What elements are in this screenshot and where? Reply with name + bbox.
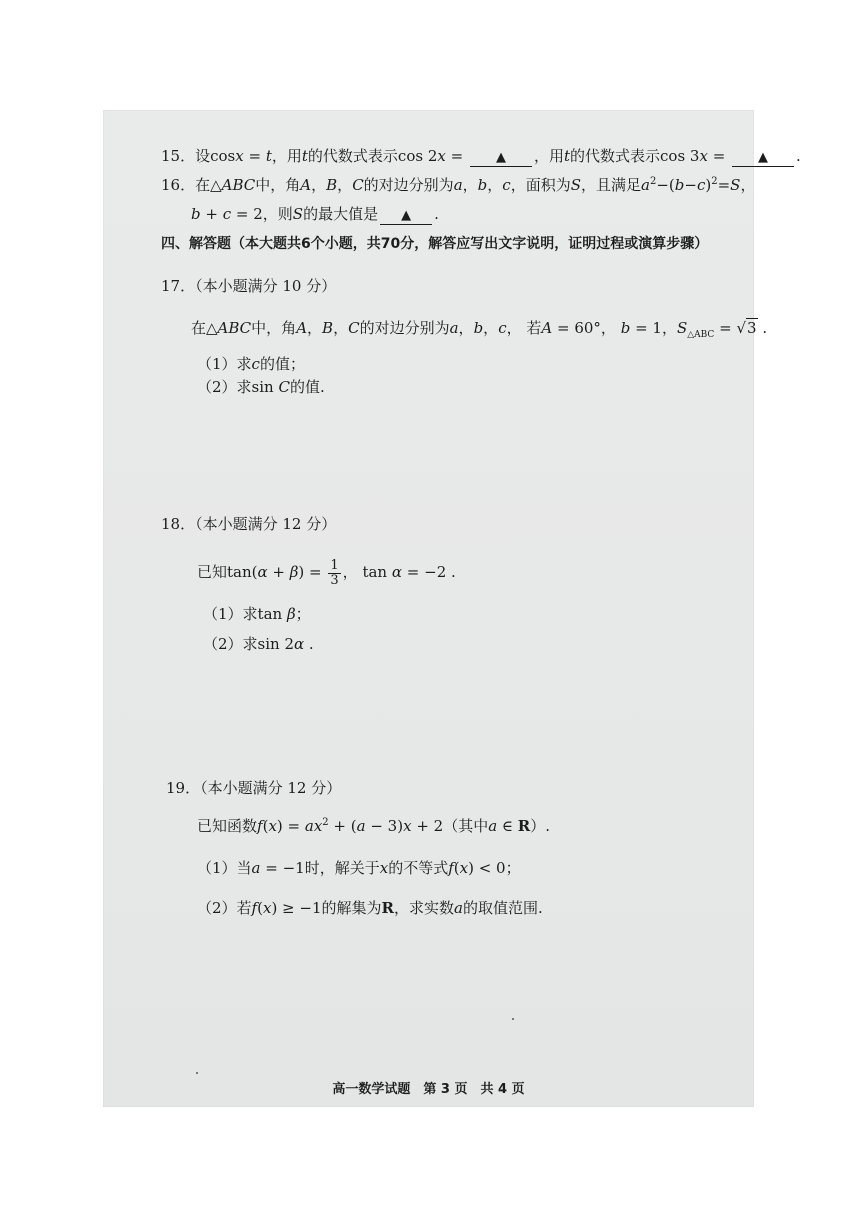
question-18-header: 18．（本小题满分 12 分） (161, 515, 337, 533)
text: −( (656, 176, 675, 194)
var: C (278, 378, 290, 396)
text: + (267, 563, 290, 581)
text: 的值； (259, 355, 305, 373)
answer-blank-3[interactable] (380, 206, 432, 225)
var: α (257, 563, 268, 581)
var: ABC (217, 319, 252, 337)
text: 的取值范围. (462, 899, 543, 917)
text: ， (333, 319, 349, 337)
var: x (699, 147, 708, 165)
var: C (348, 319, 360, 337)
text: ， (483, 319, 499, 337)
text: 的对边分别为 (363, 176, 454, 194)
text: = (714, 319, 737, 337)
text: 的不等式 (388, 859, 449, 877)
text: tan (362, 563, 388, 581)
var: a (449, 319, 459, 337)
text: = (707, 147, 731, 165)
var: a (454, 899, 463, 917)
var: β (289, 563, 299, 581)
var: x (262, 899, 272, 917)
text: = (445, 147, 468, 165)
question-19-part-2 (197, 898, 543, 918)
question-17-header: 17．（本小题满分 10 分） (161, 277, 337, 295)
text: ， (342, 563, 363, 581)
var: B (322, 319, 334, 337)
text: cos 3 (660, 147, 700, 165)
text: ； (295, 605, 311, 623)
text: . (757, 319, 768, 337)
triangle-icon: ▲ (758, 150, 769, 165)
var: t (563, 147, 570, 165)
text: ( (262, 817, 269, 835)
question-15 (161, 146, 801, 167)
sqrt (736, 318, 757, 338)
var: x (459, 859, 469, 877)
subscript: △ABC (687, 330, 715, 340)
text: + ( (328, 817, 357, 835)
var: b (473, 319, 484, 337)
text: ， (311, 176, 327, 194)
text: sin 2 (257, 635, 295, 653)
text: ( (453, 859, 460, 877)
text: ，面积为 (510, 176, 571, 194)
text: tan (257, 605, 283, 623)
var: S (292, 205, 304, 223)
var: c (502, 176, 511, 194)
text: ) < 0； (468, 859, 521, 877)
answer-blank-2[interactable] (732, 148, 794, 167)
text: = −2 . (402, 563, 456, 581)
text: 已知函数 (197, 817, 258, 835)
question-17-part-2 (197, 377, 325, 397)
text: ) = (276, 817, 305, 835)
text: ，用 (533, 147, 564, 165)
var: A (541, 319, 553, 337)
text: = (717, 176, 731, 194)
text: cos (210, 147, 236, 165)
question-19-statement (197, 816, 550, 836)
exam-page (103, 110, 801, 1107)
triangle-icon: ▲ (495, 150, 506, 165)
var: ax (304, 817, 323, 835)
question-18-part-1 (203, 604, 311, 624)
text: − 3) (365, 817, 404, 835)
text: . (304, 635, 314, 653)
text: （2）求 (203, 635, 258, 653)
var: f (251, 899, 258, 917)
var: x (437, 147, 446, 165)
text: tan( (227, 563, 258, 581)
text: sin (251, 378, 274, 396)
question-17-statement (191, 318, 767, 338)
text: ) (705, 176, 712, 194)
exponent: 2 (711, 176, 718, 187)
text: 的值. (289, 378, 325, 396)
text: ，且满足 (580, 176, 641, 194)
var: c (222, 205, 232, 223)
var: C (352, 176, 364, 194)
text: （2）求 (197, 378, 252, 396)
var: b (191, 205, 201, 223)
var: x (403, 817, 412, 835)
text: （2）若 (197, 899, 252, 917)
var: t (265, 147, 272, 165)
scan-dot (196, 1072, 198, 1074)
answer-blank-1[interactable] (470, 148, 532, 167)
text: （1）求 (197, 355, 252, 373)
numerator: 1 (330, 557, 339, 573)
text: + 2（其中 (411, 817, 489, 835)
text: ， (337, 176, 353, 194)
var: a (251, 859, 261, 877)
var: x (268, 817, 277, 835)
text: ∈ (497, 817, 518, 835)
text: = −1时，解关于 (260, 859, 380, 877)
text: 已知 (197, 563, 228, 581)
var: f (257, 817, 263, 835)
text: = 2，则 (231, 205, 293, 223)
text: 中，角 (255, 176, 301, 194)
scan-dot (512, 1018, 514, 1020)
var: α (294, 635, 305, 653)
var: B (326, 176, 338, 194)
question-number: 15． (161, 147, 196, 165)
var: b (477, 176, 488, 194)
text: ，求实数 (393, 899, 454, 917)
question-16-line-2 (191, 204, 439, 225)
text: ）. (530, 817, 551, 835)
text: + (200, 205, 223, 223)
var: β (286, 605, 296, 623)
var: ABC (221, 176, 256, 194)
var: f (448, 859, 454, 877)
radical-sign: √ (736, 319, 746, 337)
text: 的对边分别为 (359, 319, 450, 337)
exponent: 2 (649, 176, 657, 187)
text: ， (458, 319, 474, 337)
var: S (730, 176, 741, 194)
var: A (296, 319, 308, 337)
real-numbers-symbol: R (517, 817, 531, 835)
var: x (235, 147, 244, 165)
text: . (796, 147, 801, 165)
question-number: 16． (161, 176, 196, 194)
text: ， (307, 319, 323, 337)
section-heading: 四、解答题（本大题共6个小题，共70分，解答应写出文字说明，证明过程或演算步骤） (161, 236, 709, 252)
text: 中，角 (251, 319, 297, 337)
text: ， 若 (506, 319, 542, 337)
question-19-header: 19．（本小题满分 12 分） (166, 779, 342, 797)
text: − (684, 176, 697, 194)
text: = (243, 147, 266, 165)
var: b (620, 319, 631, 337)
real-numbers-symbol: R (381, 899, 394, 917)
var: S (676, 319, 688, 337)
var: c (696, 176, 706, 194)
var: c (251, 355, 260, 373)
denominator: 3 (330, 572, 339, 588)
question-17-part-1 (197, 354, 305, 374)
triangle-icon: ▲ (401, 208, 412, 223)
text: ) ≥ −1的解集为 (271, 899, 382, 917)
text: . (434, 205, 439, 223)
var: α (391, 563, 403, 581)
text: cos 2 (397, 147, 438, 165)
text: ，用 (271, 147, 302, 165)
text: ( (257, 899, 263, 917)
text: 在△ (195, 176, 222, 194)
exponent: 2 (322, 817, 329, 828)
var: b (674, 176, 685, 194)
var: c (498, 319, 507, 337)
var: a (453, 176, 463, 194)
text: ， (462, 176, 478, 194)
text: 的代数式表示 (307, 147, 398, 165)
question-18-part-2 (203, 634, 314, 654)
var: A (300, 176, 312, 194)
question-16 (161, 175, 755, 195)
radicand: 3 (747, 319, 757, 337)
text: （1）求 (203, 605, 258, 623)
fraction (328, 559, 340, 588)
var: a (488, 817, 498, 835)
text: ) = (298, 563, 327, 581)
text: 在△ (191, 319, 218, 337)
text: （1）当 (197, 859, 252, 877)
question-18-statement (197, 556, 456, 588)
text: ， (487, 176, 503, 194)
text: ， (740, 176, 756, 194)
var: S (570, 176, 581, 194)
text: = 60°， (552, 319, 621, 337)
var: t (301, 147, 308, 165)
text: 设 (195, 147, 211, 165)
page-footer: 高一数学试题 第 3 页 共 4 页 (332, 1082, 525, 1097)
question-19-part-1 (197, 858, 521, 878)
var: x (379, 859, 389, 877)
text: = 1， (630, 319, 677, 337)
var: a (641, 176, 650, 194)
text: 的最大值是 (303, 205, 379, 223)
var: a (356, 817, 366, 835)
text: 的代数式表示 (570, 147, 661, 165)
